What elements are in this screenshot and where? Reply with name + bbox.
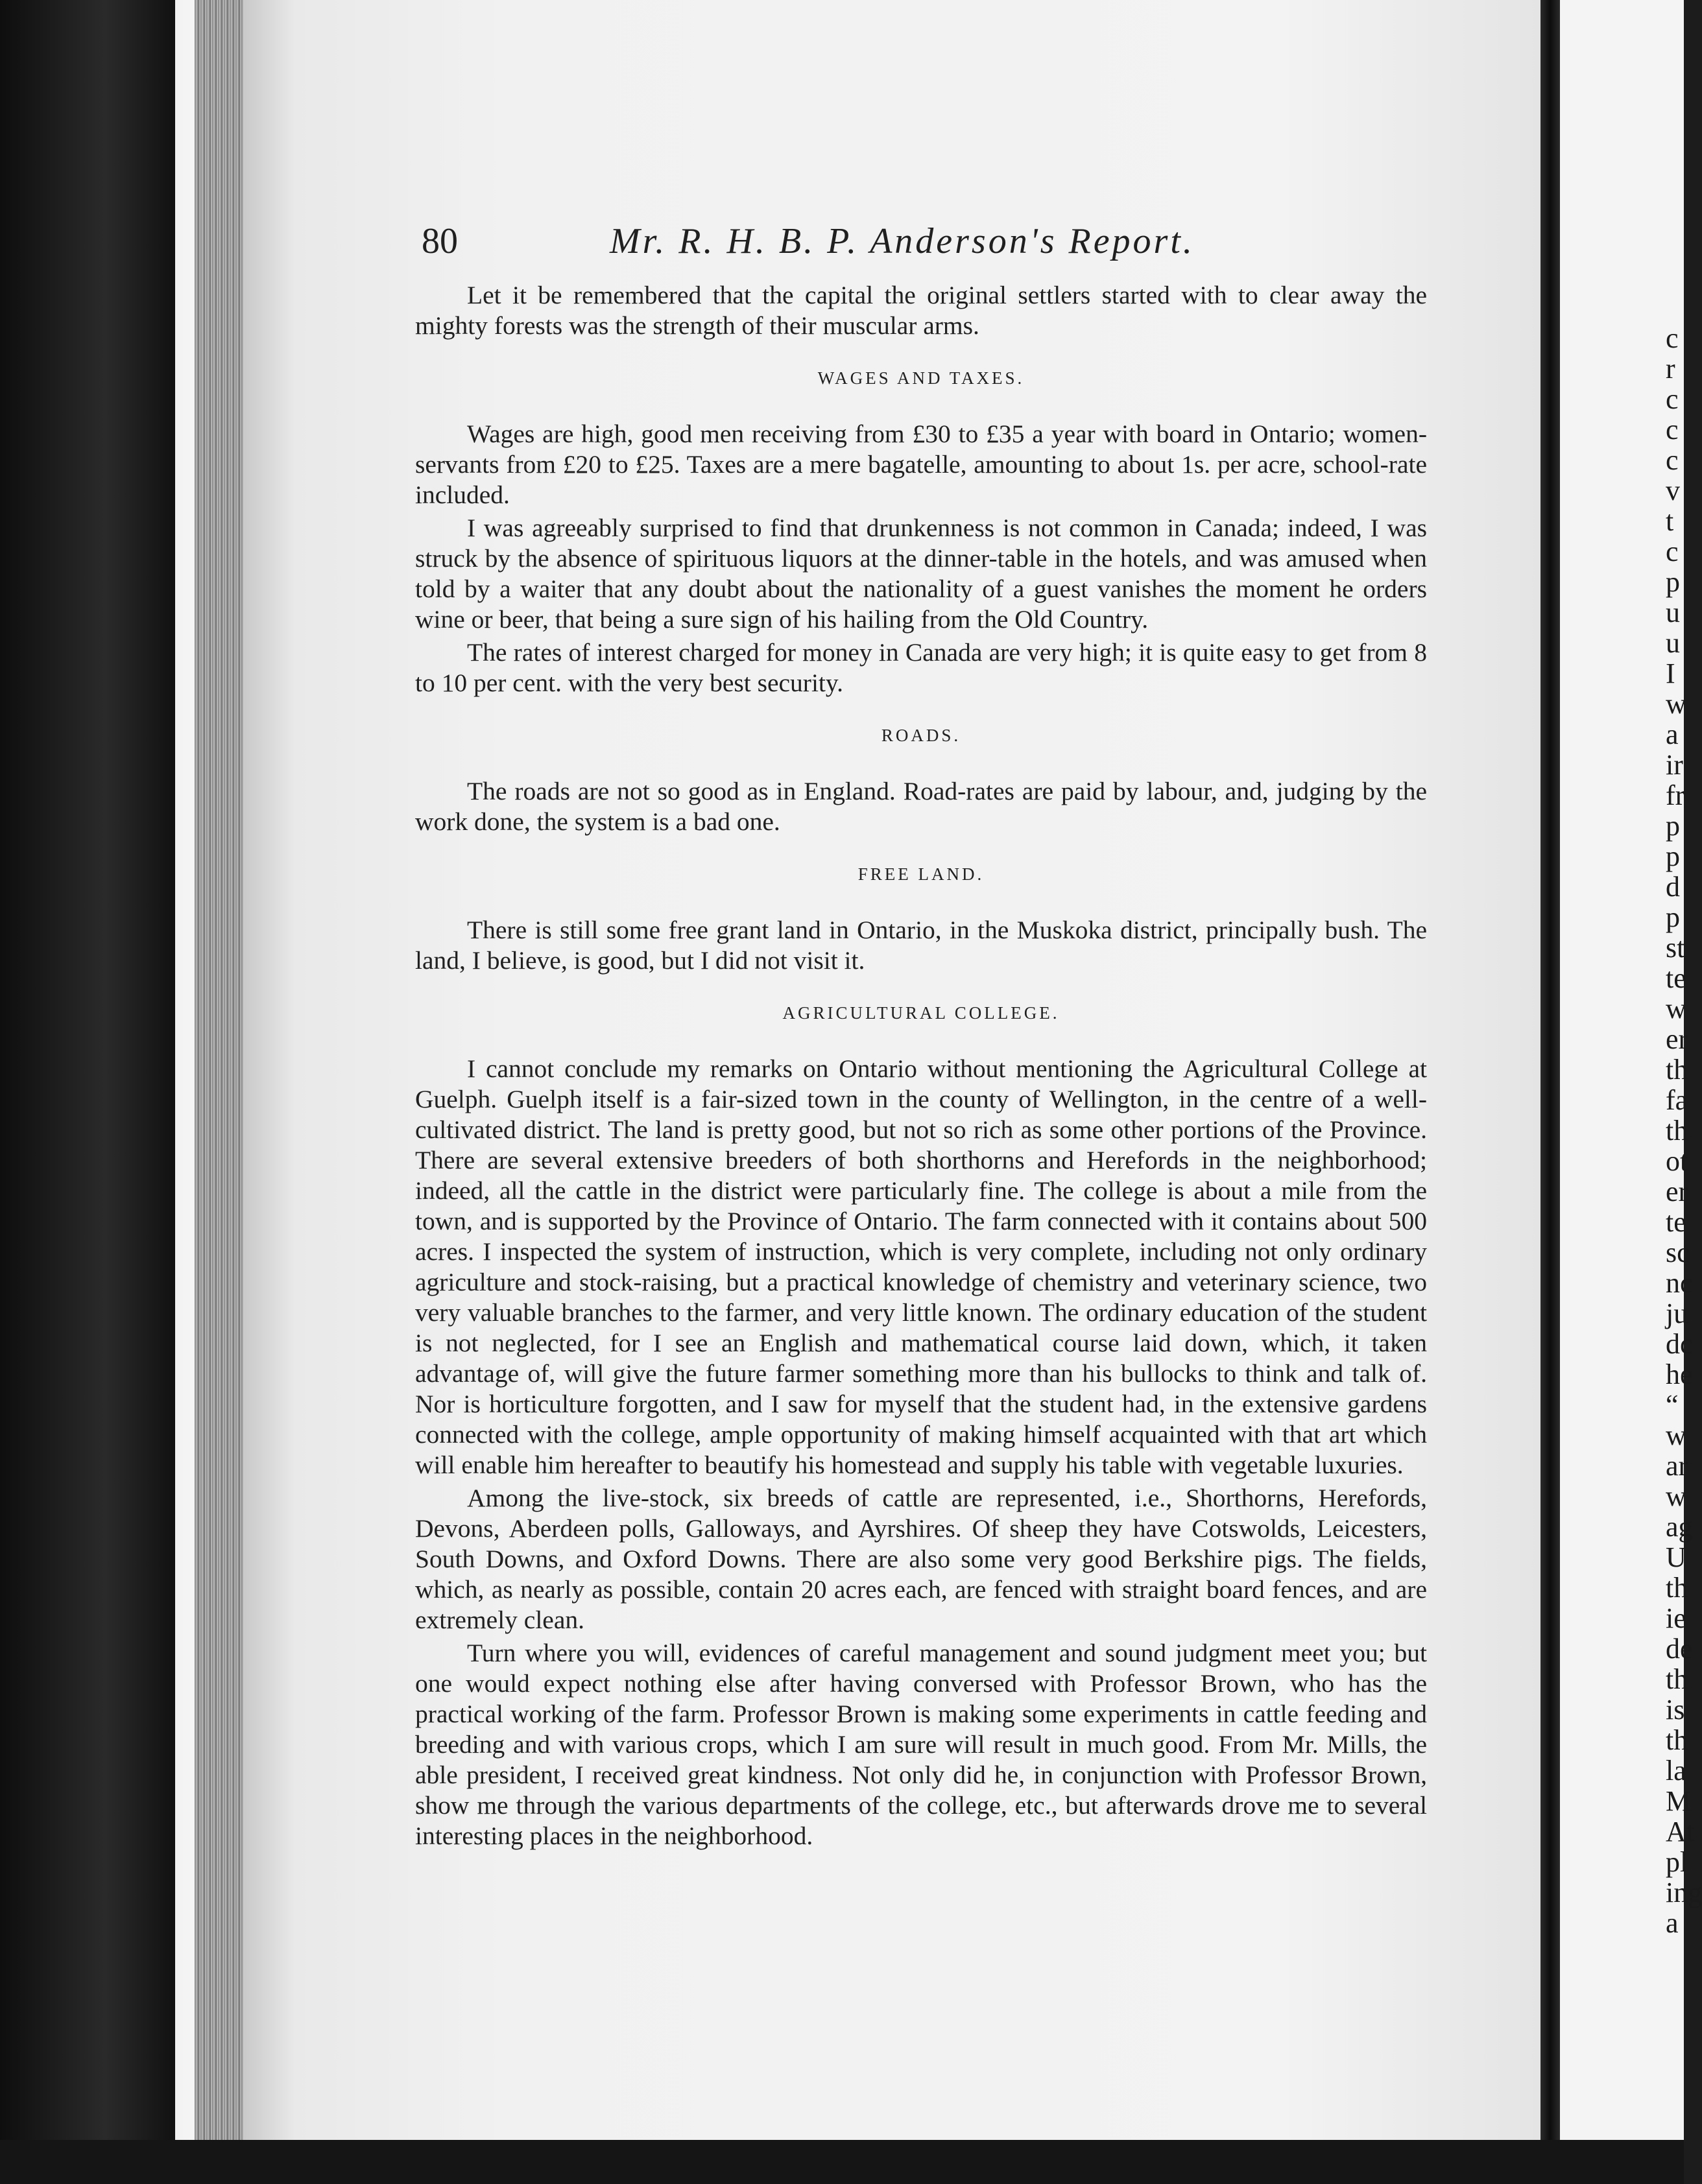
- facing-page-fragment: t: [1666, 505, 1674, 537]
- facing-page-fragment: te: [1666, 962, 1686, 994]
- facing-page-fragment: “: [1666, 1389, 1679, 1421]
- section-wages-and-taxes: [415, 355, 1427, 698]
- paragraph: There is still some free grant land in Ontario, in the Muskoka district, principally bush. The land, I believe, is good, but I did not visit it.: [415, 916, 1427, 975]
- facing-page-fragment: th: [1666, 1724, 1688, 1756]
- paragraph: The roads are not so good as in England. Road-rates are paid by labour, and, judging by the work done, the system is a bad one.: [415, 777, 1427, 836]
- facing-page-fragment: c: [1666, 383, 1679, 415]
- facing-page-fragment: th: [1666, 1663, 1688, 1695]
- book-page-edges: [195, 0, 246, 2140]
- facing-page-fragment: M: [1666, 1785, 1692, 1817]
- page-header: [415, 220, 1440, 266]
- facing-page-fragment: p: [1666, 840, 1680, 872]
- facing-page-fragment: v: [1666, 475, 1680, 506]
- facing-page-fragment: ir: [1666, 749, 1683, 781]
- facing-page-fragment: nc: [1666, 1267, 1693, 1299]
- book-gutter: [1540, 0, 1560, 2184]
- scan-bottom-border: [0, 2140, 1684, 2184]
- paragraph: I cannot conclude my remarks on Ontario without mentioning the Agricultural College at Guelph. Guelph itself is a fair-sized town in the county of Wellington, in the centre of a well-cultivated district. The land is pretty good, but not so rich as some other portions of the Province. There are several extensive breeders of both shorthorns and Herefords in the neighborhood; indeed, all the cattle in the district were particularly fine. The college is about a mile from the town, and is supported by the Province of Ontario. The farm connected with it contains about 500 acres. I inspected the system of instruction, which is very complete, including not only ordinary agriculture and stock-raising, but a practical knowledge of chemistry and veterinary science, two very valuable branches to the farmer, and very little known. The ordinary education of the student is not neglected, for I see an English and mathematical course laid down, which, it taken advantage of, will give the future farmer something more than his bullocks to think and talk of. Nor is horticulture forgotten, and I saw for myself that the student had, in the extensive gardens connected with the college, ample opportunity of making himself acquainted with that art which will enable him hereafter to beautify his homestead and supply his table with vegetable luxuries.: [415, 1054, 1427, 1479]
- facing-page-fragment: th: [1666, 1115, 1688, 1146]
- body-text: [415, 280, 1427, 1851]
- facing-page-fragment: c: [1666, 322, 1679, 354]
- facing-page-fragment: sc: [1666, 1237, 1690, 1268]
- running-title: Mr. R. H. B. P. Anderson's Report.: [610, 221, 1195, 261]
- section-heading: AGRICULTURAL COLLEGE.: [782, 1003, 1060, 1023]
- facing-page-fragment: ing: [1666, 1877, 1702, 1908]
- facing-page-fragment: I: [1666, 658, 1675, 689]
- facing-page-fragment: p: [1666, 810, 1680, 842]
- facing-page: [1560, 0, 1702, 2140]
- facing-page-fragment: la: [1666, 1755, 1686, 1786]
- section-roads: [415, 713, 1427, 837]
- paragraph: I was agreeably surprised to find that drunkenness is not common in Canada; indeed, I was struck by the absence of spirituous liquors at the dinner-table in the hotels, and was amused when told by a waiter that any doubt about the nationality of a guest vanishes the moment he orders wine or beer, that being a sure sign of his hailing from the Old Country.: [415, 514, 1427, 634]
- facing-page-fragment: ar: [1666, 1450, 1688, 1482]
- facing-page-fragment: is: [1666, 1694, 1685, 1726]
- paragraph: Among the live-stock, six breeds of cattle are represented, i.e., Shorthorns, Herefords, Devons, Aberdeen polls, Galloways, and Ayrshires. Of sheep they have Cotswolds, Leicesters, South Downs, and Oxford Downs. There are also some very good Berkshire pigs. The fields, which, as nearly as possible, contain 20 acres each, are fenced with straight board fences, and are extremely clean.: [415, 1484, 1427, 1634]
- facing-page-fragment: he: [1666, 1359, 1693, 1390]
- facing-page-fragment: ie: [1666, 1602, 1686, 1634]
- page-number: 80: [422, 221, 458, 261]
- facing-page-fragment: w: [1666, 1480, 1686, 1512]
- facing-page-fragment: w: [1666, 688, 1686, 720]
- facing-page-fragment: p: [1666, 901, 1680, 933]
- section-intro: [415, 280, 1427, 341]
- facing-page-fragment: p: [1666, 566, 1680, 598]
- facing-page-fragment: th: [1666, 1572, 1688, 1604]
- section-heading: ROADS.: [881, 726, 961, 745]
- facing-page-fragment: u: [1666, 627, 1680, 659]
- facing-page-fragment: th: [1666, 1054, 1688, 1086]
- facing-page-fragment: w: [1666, 1419, 1686, 1451]
- facing-page-fragment: c: [1666, 414, 1679, 445]
- facing-page-fragment: r: [1666, 353, 1675, 385]
- section-heading: WAGES AND TAXES.: [817, 368, 1025, 388]
- facing-page-fragment: At: [1666, 1816, 1694, 1847]
- paragraph: The rates of interest charged for money in Canada are very high; it is quite easy to get from 8 to 10 per cent. with the very best security.: [415, 638, 1427, 697]
- facing-page-fragment: c: [1666, 444, 1679, 476]
- facing-page-fragment: a: [1666, 1907, 1679, 1939]
- paragraph: Let it be remembered that the capital the original settlers started with to clear away the mighty forests was the strength of their muscular arms.: [415, 281, 1427, 340]
- facing-page-fragment: de: [1666, 1633, 1693, 1665]
- facing-page-fragment: pl: [1666, 1846, 1688, 1878]
- facing-page-fragment: U: [1666, 1541, 1686, 1573]
- facing-page-fragment: dc: [1666, 1328, 1693, 1360]
- facing-page-fragment: u: [1666, 597, 1680, 628]
- book-cover-shadow: [0, 0, 175, 2184]
- section-free-land: [415, 851, 1427, 976]
- facing-page-fragment: fr: [1666, 779, 1685, 811]
- facing-page-fragment: fa: [1666, 1084, 1688, 1116]
- facing-page-fragment: te: [1666, 1206, 1686, 1238]
- section-agricultural-college: [415, 990, 1427, 1851]
- facing-page-fragment: st: [1666, 932, 1685, 964]
- facing-page-fragment: c: [1666, 536, 1679, 567]
- facing-page-fragment: er: [1666, 1023, 1688, 1055]
- facing-page-fragment: ag: [1666, 1511, 1693, 1543]
- facing-page-fragment: a: [1666, 718, 1679, 750]
- facing-page-fragment: er: [1666, 1176, 1688, 1207]
- paragraph: Turn where you will, evidences of careful management and sound judgment meet you; but one would expect nothing else after having conversed with Professor Brown, who has the practical working of the farm. Professor Brown is making some experiments in cattle feeding and breeding and with various crops, which I am sure will result in much good. From Mr. Mills, the able president, I received great kindness. Not only did he, in conjunction with Professor Brown, show me through the various departments of the college, etc., but afterwards drove me to several interesting places in the neighborhood.: [415, 1639, 1427, 1850]
- facing-page-fragment: ot: [1666, 1145, 1688, 1177]
- section-heading: FREE LAND.: [857, 864, 985, 884]
- paragraph: Wages are high, good men receiving from £30 to £35 a year with board in Ontario; women-servants from £20 to £25. Taxes are a mere bagatelle, amounting to about 1s. per acre, school-rate included.: [415, 420, 1427, 509]
- facing-page-fragment: d: [1666, 871, 1680, 903]
- facing-page-fragment: w: [1666, 993, 1686, 1025]
- facing-page-fragment: ju: [1666, 1298, 1688, 1329]
